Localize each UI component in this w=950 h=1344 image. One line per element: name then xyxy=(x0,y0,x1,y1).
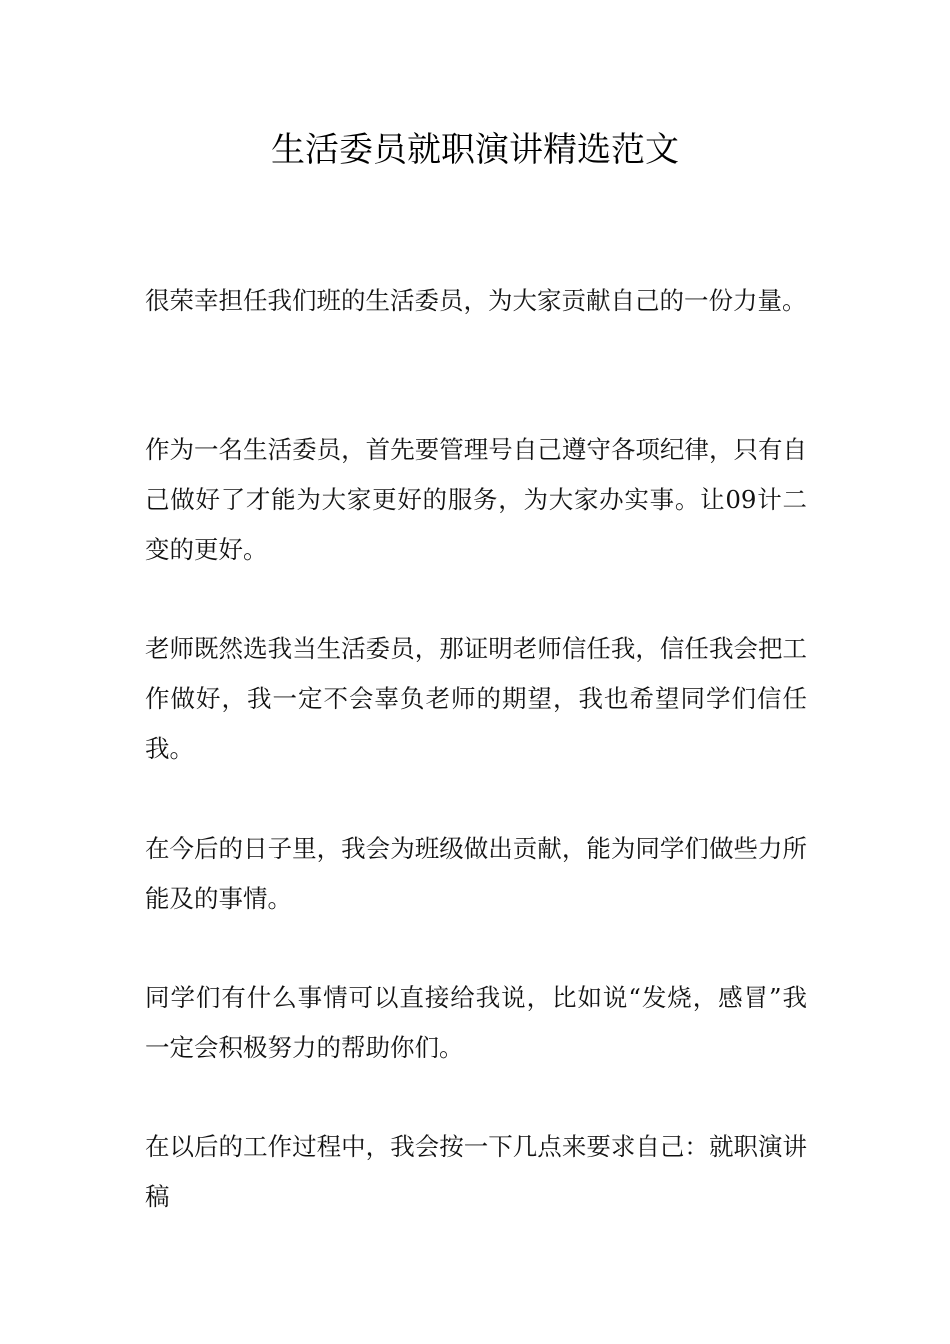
paragraph-3: 老师既然选我当生活委员，那证明老师信任我，信任我会把工作做好，我一定不会辜负老师的期望，我也希望同学们信任我。 xyxy=(145,634,807,763)
paragraph-1: 很荣幸担任我们班的生活委员，为大家贡献自己的一份力量。 xyxy=(145,286,807,315)
paragraph-6: 在以后的工作过程中，我会按一下几点来要求自己：就职演讲稿 xyxy=(145,1132,807,1211)
document-title: 生活委员就职演讲精选范文 xyxy=(271,130,679,170)
paragraph-4: 在今后的日子里，我会为班级做出贡献，能为同学们做些力所能及的事情。 xyxy=(145,834,807,913)
paragraph-2: 作为一名生活委员，首先要管理号自己遵守各项纪律，只有自己做好了才能为大家更好的服务，为大家办实事。让09计二变的更好。 xyxy=(145,435,807,564)
paragraph-5: 同学们有什么事情可以直接给我说，比如说“发烧，感冒”我一定会积极努力的帮助你们。 xyxy=(145,983,807,1062)
